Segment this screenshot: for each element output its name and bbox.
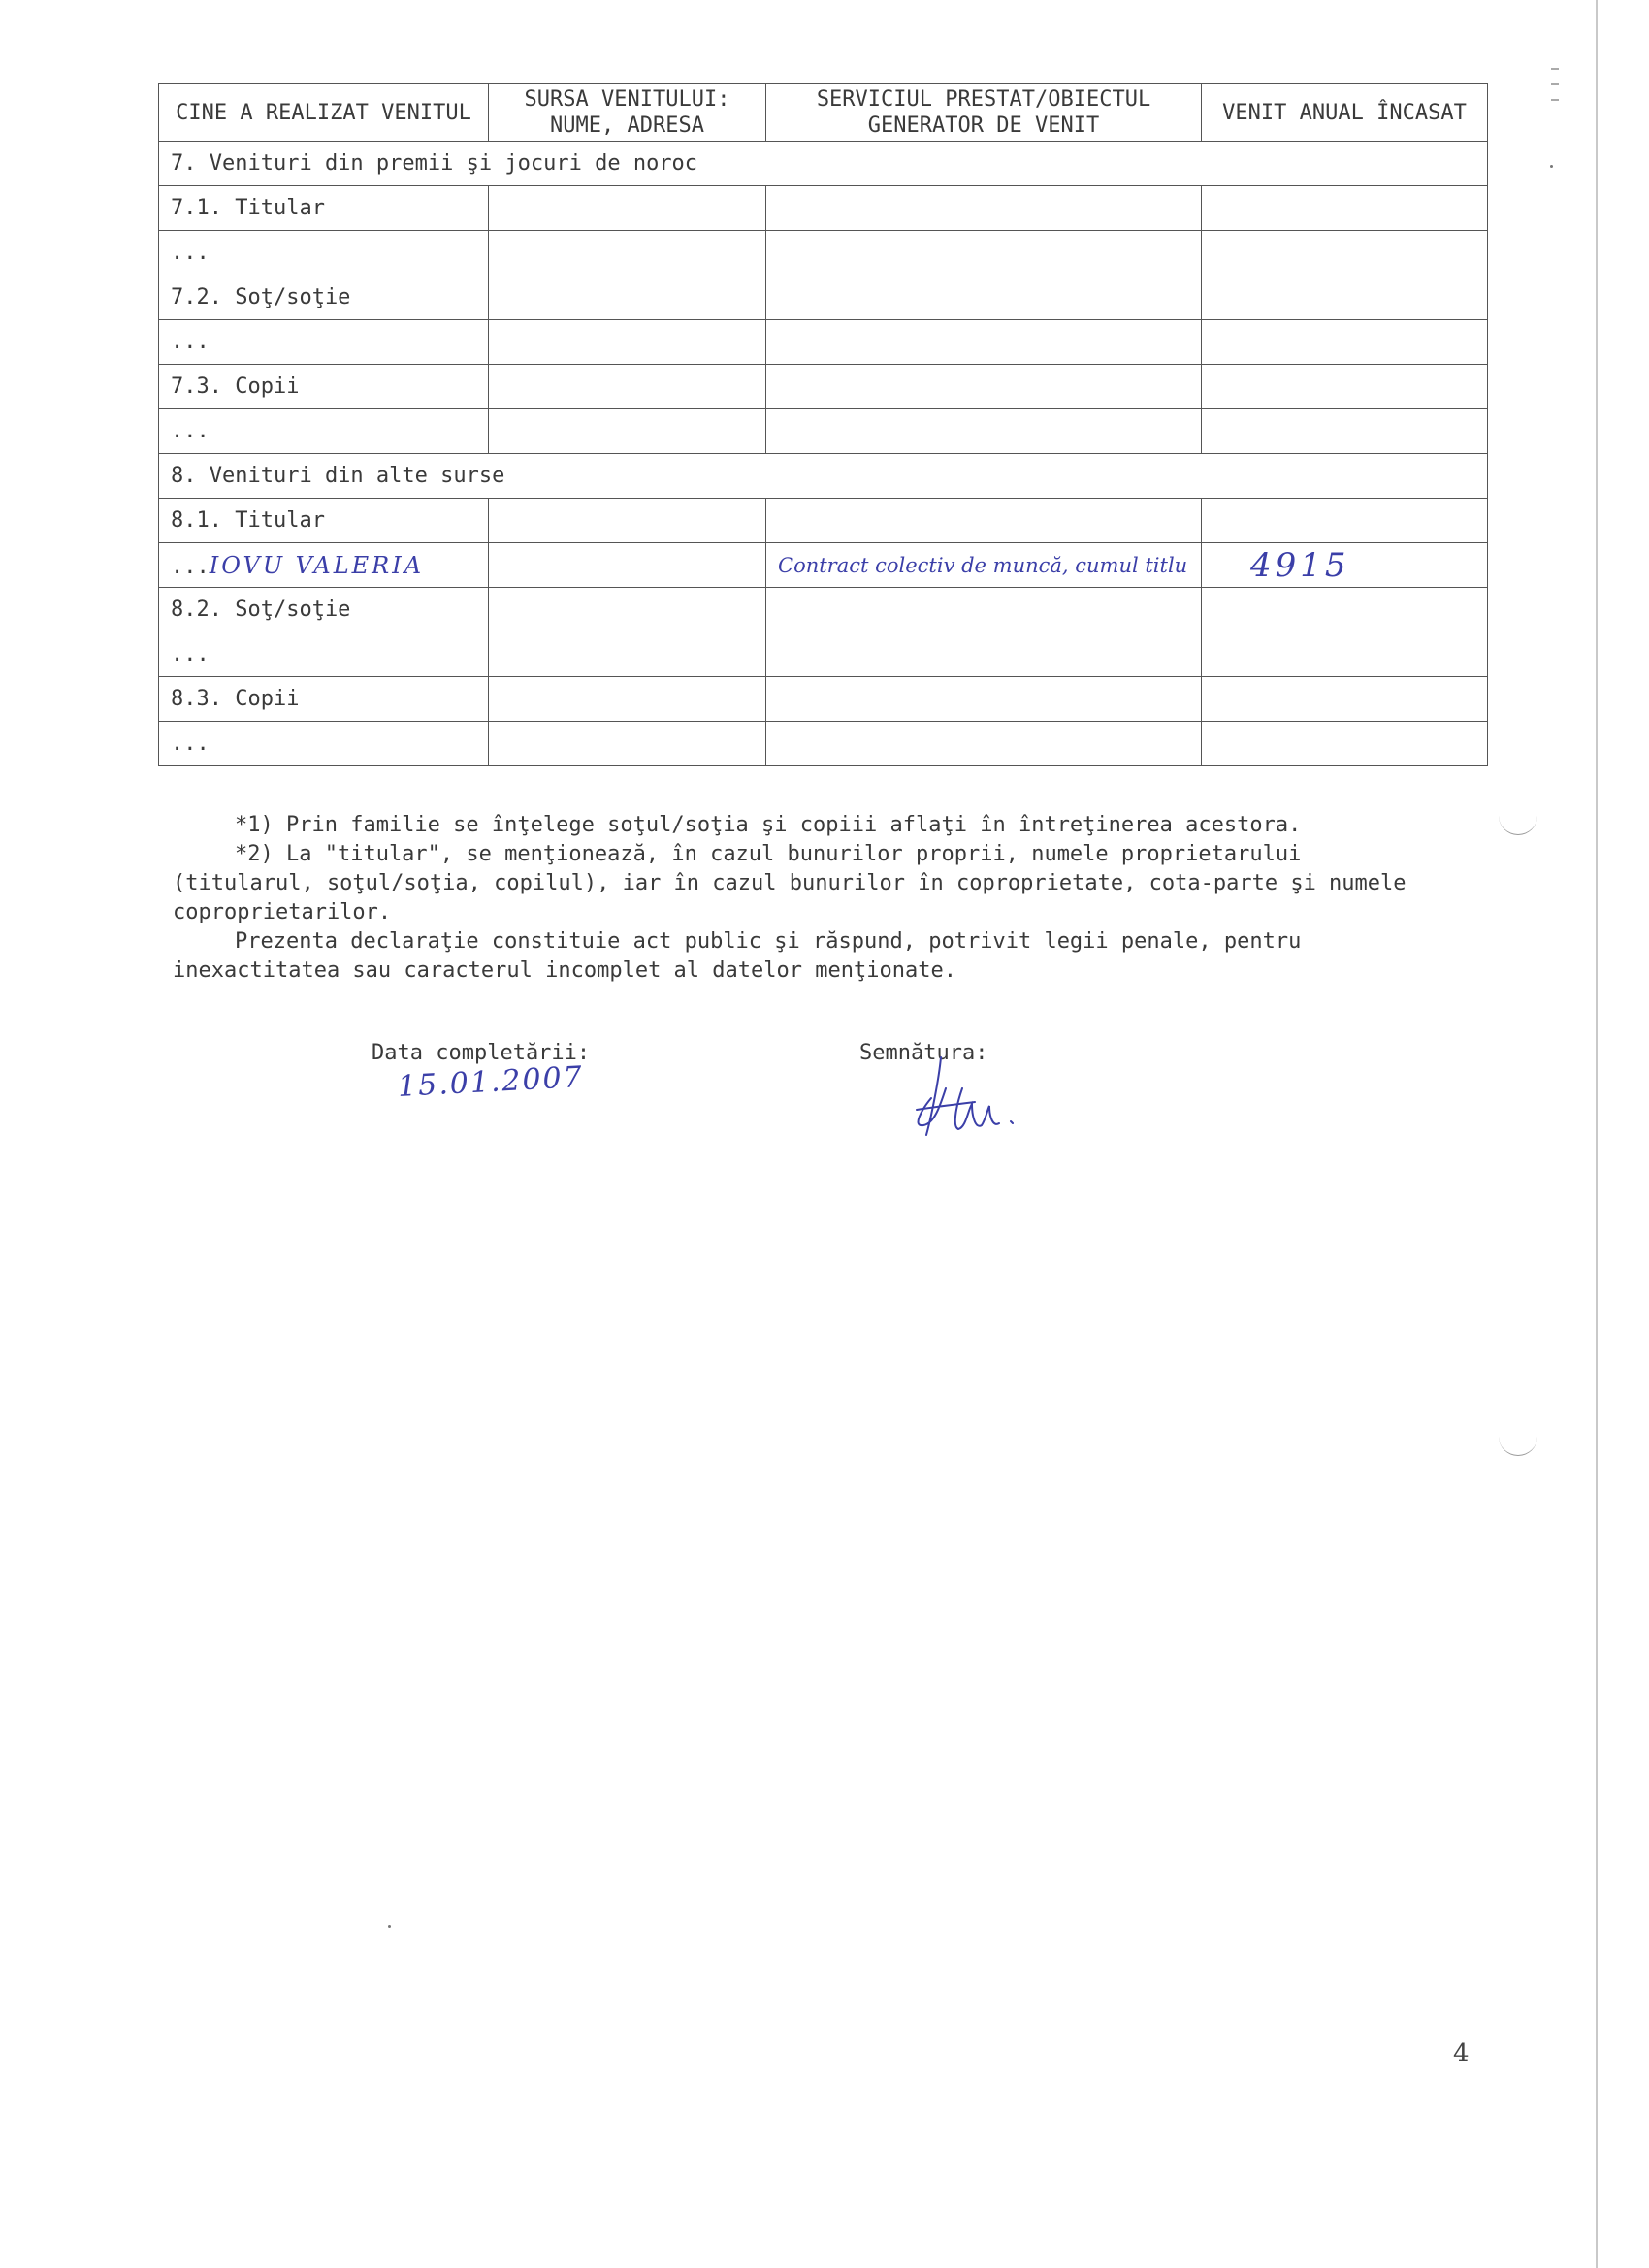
scan-speck xyxy=(388,1925,391,1928)
scan-speck xyxy=(1550,165,1553,168)
section-row xyxy=(159,454,1488,499)
handwritten-name: IOVU VALERIA xyxy=(209,551,425,579)
table-row xyxy=(159,722,1488,766)
header-annual-income: VENIT ANUAL ÎNCASAT xyxy=(1202,84,1488,142)
declaration-statement: Prezenta declaraţie constituie act public şi răspund, potrivit legii penale, pentru inexactitatea sau caracterul incomplet al datelor menţionate. xyxy=(173,929,1314,983)
signature-scribble xyxy=(902,1050,1038,1137)
table-row xyxy=(159,320,1488,365)
handwritten-amount: 4915 xyxy=(1202,543,1488,588)
table-row xyxy=(159,499,1488,543)
row-label: 8.2. Soţ/soţie xyxy=(159,588,489,632)
handwritten-date: 15.01.2007 xyxy=(397,1060,585,1104)
page-number: 4 xyxy=(1453,2039,1470,2068)
table-row xyxy=(159,409,1488,454)
table-row-filled xyxy=(159,543,1488,588)
header-source: SURSA VENITULUI: NUME, ADRESA xyxy=(489,84,766,142)
table-row xyxy=(159,186,1488,231)
row-ellipsis: ... xyxy=(159,231,489,275)
page-edge xyxy=(1596,0,1598,2268)
header-who: CINE A REALIZAT VENITUL xyxy=(159,84,489,142)
row-label: 7.3. Copii xyxy=(159,365,489,409)
punch-hole-mark xyxy=(1499,1436,1537,1456)
table-row xyxy=(159,588,1488,632)
row-ellipsis: ... xyxy=(159,320,489,365)
footnotes xyxy=(173,811,1434,986)
table-row xyxy=(159,632,1488,677)
table-row xyxy=(159,365,1488,409)
table-row xyxy=(159,275,1488,320)
row-label: 8.1. Titular xyxy=(159,499,489,543)
table-row xyxy=(159,231,1488,275)
signature-label: Semnătura: xyxy=(859,1041,988,1065)
footnote-1: *1) Prin familie se înţelege soţul/soţia şi copiii aflaţi în întreţinerea acestora. xyxy=(235,813,1302,837)
row-label: 7.1. Titular xyxy=(159,186,489,231)
row-ellipsis: ... xyxy=(159,722,489,766)
margin-marks xyxy=(1547,58,1567,175)
section-row xyxy=(159,142,1488,186)
row-label: 7.2. Soţ/soţie xyxy=(159,275,489,320)
punch-hole-mark xyxy=(1499,815,1537,835)
row-label: 8.3. Copii xyxy=(159,677,489,722)
table-header-row xyxy=(159,84,1488,142)
footnote-2: *2) La "titular", se menţionează, în cazul bunurilor proprii, numele proprietarului (titularul, soţul/soţia, copilul), iar în cazul bunurilor în coproprietate, cota-parte şi numele coproprietarilor. xyxy=(173,842,1419,924)
row-ellipsis: ... xyxy=(159,632,489,677)
date-label: Data completării: xyxy=(372,1041,591,1065)
entry-name-cell: ...IOVU VALERIA xyxy=(159,543,489,588)
row-ellipsis: ... xyxy=(159,409,489,454)
section-8-title: 8. Venituri din alte surse xyxy=(159,454,1488,499)
table-row xyxy=(159,677,1488,722)
income-table xyxy=(158,83,1488,766)
section-7-title: 7. Venituri din premii şi jocuri de noroc xyxy=(159,142,1488,186)
handwritten-service: Contract colectiv de muncă, cumul titlu xyxy=(766,543,1202,588)
header-service: SERVICIUL PRESTAT/OBIECTUL GENERATOR DE VENIT xyxy=(766,84,1202,142)
